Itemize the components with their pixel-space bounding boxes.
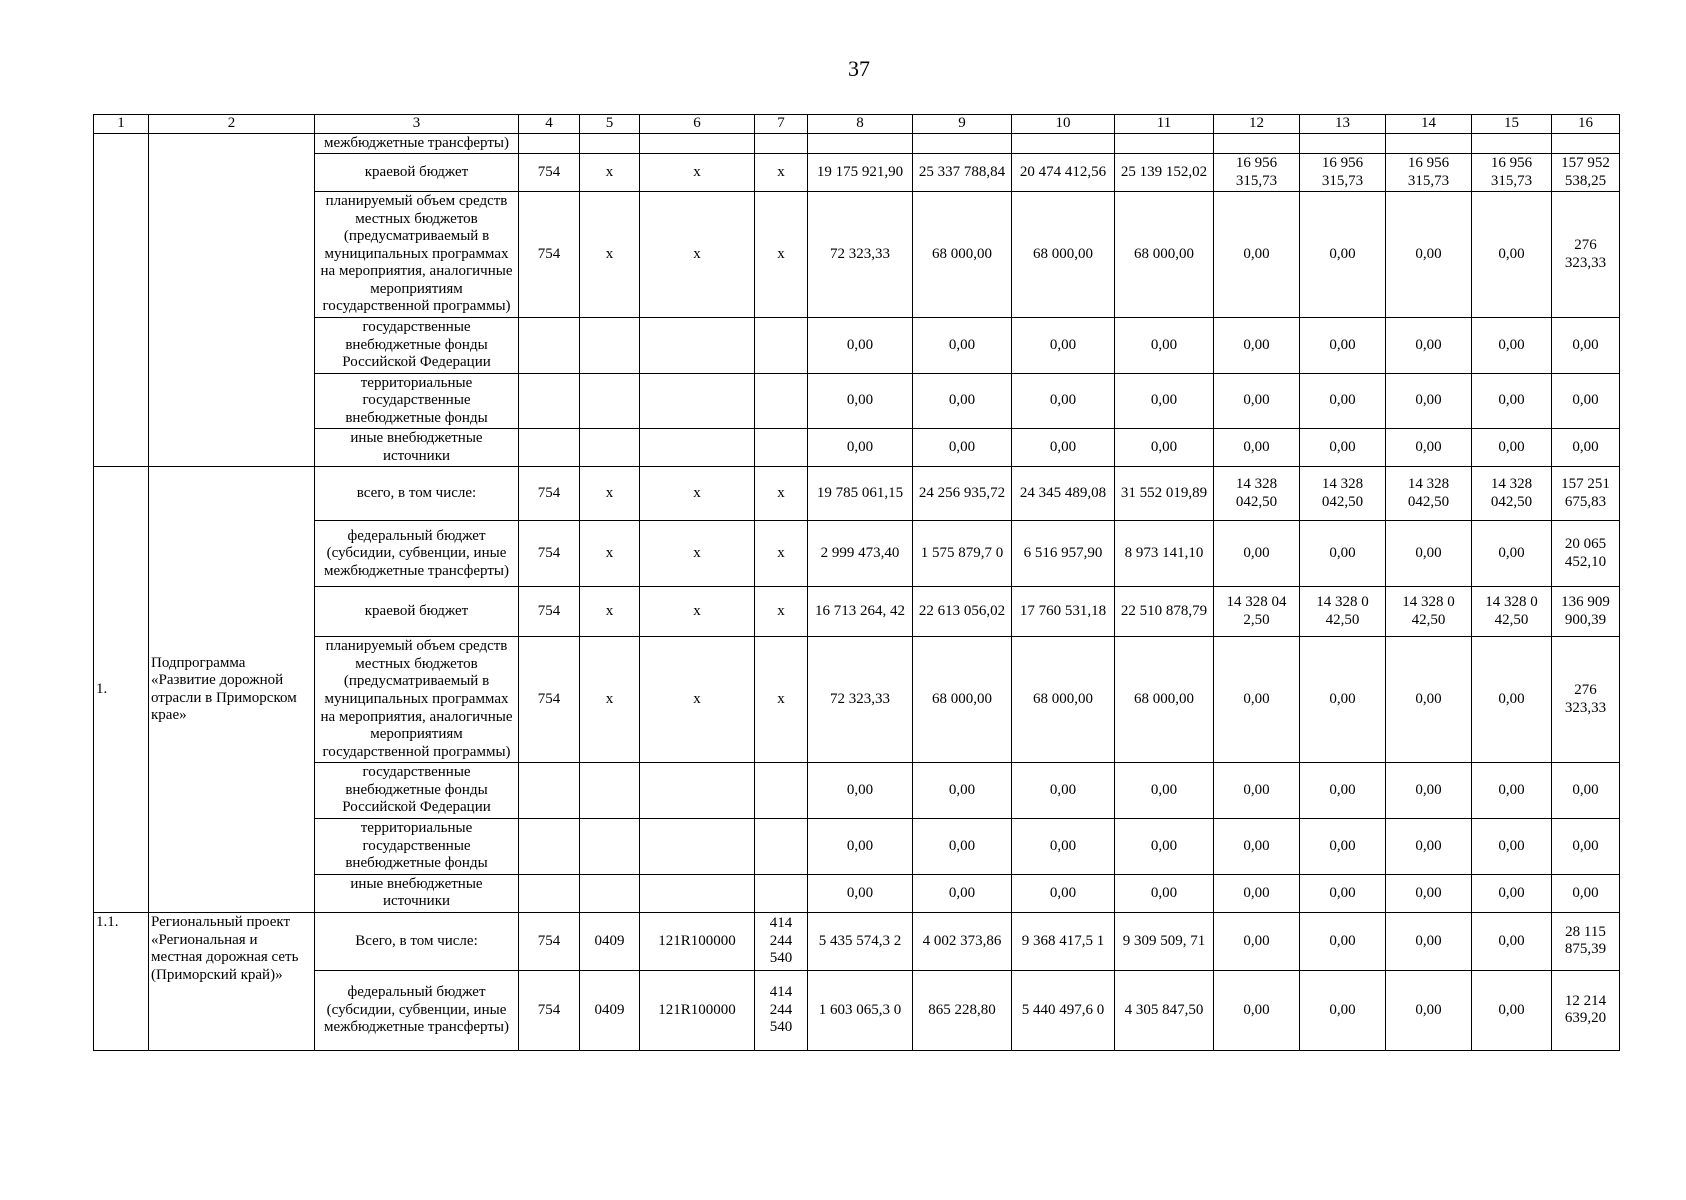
code-cell: x (580, 467, 640, 521)
value-cell: 0,00 (1472, 373, 1552, 429)
value-cell: 16 956 315,73 (1214, 154, 1300, 192)
code-cell: 754 (519, 192, 580, 318)
code-cell (640, 373, 755, 429)
code-cell: x (580, 154, 640, 192)
table-row (94, 192, 1620, 318)
row-label: государственные внебюджетные фонды Российской Федерации (315, 763, 519, 819)
row-label: всего, в том числе: (315, 467, 519, 521)
value-cell: 0,00 (1300, 429, 1386, 467)
table-row (94, 429, 1620, 467)
code-cell (640, 763, 755, 819)
value-cell: 0,00 (1386, 429, 1472, 467)
table-row (94, 763, 1620, 819)
value-cell: 14 328 042,50 (1300, 467, 1386, 521)
code-cell (519, 429, 580, 467)
value-cell: 0,00 (1386, 318, 1472, 374)
code-cell: x (580, 637, 640, 763)
value-cell: 8 973 141,10 (1115, 521, 1214, 587)
row-label: федеральный бюджет (субсидии, субвенции, иные межбюджетные трансферты) (315, 970, 519, 1050)
table-row (94, 637, 1620, 763)
value-cell: 0,00 (1472, 521, 1552, 587)
value-cell: 0,00 (1386, 970, 1472, 1050)
code-cell: 754 (519, 467, 580, 521)
value-cell (913, 133, 1012, 154)
value-cell: 0,00 (1472, 637, 1552, 763)
value-cell: 0,00 (1386, 912, 1472, 970)
value-cell: 136 909 900,39 (1552, 587, 1620, 637)
value-cell: 0,00 (1300, 373, 1386, 429)
value-cell: 0,00 (1300, 819, 1386, 875)
value-cell: 22 510 878,79 (1115, 587, 1214, 637)
value-cell: 0,00 (1214, 192, 1300, 318)
value-cell: 0,00 (913, 819, 1012, 875)
value-cell (1472, 133, 1552, 154)
value-cell: 68 000,00 (913, 637, 1012, 763)
code-cell: 121R100000 (640, 912, 755, 970)
value-cell: 9 309 509, 71 (1115, 912, 1214, 970)
value-cell: 25 337 788,84 (913, 154, 1012, 192)
value-cell: 20 065 452,10 (1552, 521, 1620, 587)
value-cell: 0,00 (1214, 373, 1300, 429)
code-cell (580, 373, 640, 429)
code-cell: x (755, 521, 808, 587)
value-cell: 0,00 (1012, 429, 1115, 467)
value-cell: 0,00 (1386, 637, 1472, 763)
value-cell: 68 000,00 (913, 192, 1012, 318)
value-cell: 1 603 065,3 0 (808, 970, 913, 1050)
column-header: 6 (640, 115, 755, 134)
code-cell: x (640, 587, 755, 637)
value-cell: 16 956 315,73 (1472, 154, 1552, 192)
table-row (94, 912, 1620, 970)
code-cell (755, 763, 808, 819)
value-cell: 68 000,00 (1012, 637, 1115, 763)
value-cell: 0,00 (913, 763, 1012, 819)
value-cell: 0,00 (1472, 970, 1552, 1050)
value-cell: 0,00 (1386, 373, 1472, 429)
value-cell: 6 516 957,90 (1012, 521, 1115, 587)
table-row (94, 521, 1620, 587)
code-cell: x (755, 637, 808, 763)
code-cell (640, 318, 755, 374)
value-cell: 14 328 042,50 (1472, 467, 1552, 521)
value-cell: 68 000,00 (1115, 637, 1214, 763)
code-cell (519, 874, 580, 912)
value-cell: 19 785 061,15 (808, 467, 913, 521)
group-number: 1. (94, 467, 149, 913)
code-cell (519, 318, 580, 374)
code-cell: x (755, 467, 808, 521)
code-cell (580, 819, 640, 875)
value-cell: 0,00 (1472, 318, 1552, 374)
value-cell: 0,00 (1300, 912, 1386, 970)
value-cell: 0,00 (1300, 637, 1386, 763)
code-cell (580, 874, 640, 912)
value-cell: 0,00 (1386, 521, 1472, 587)
code-cell (519, 819, 580, 875)
value-cell: 24 345 489,08 (1012, 467, 1115, 521)
value-cell: 1 575 879,7 0 (913, 521, 1012, 587)
value-cell: 24 256 935,72 (913, 467, 1012, 521)
value-cell: 0,00 (1214, 912, 1300, 970)
code-cell: x (755, 192, 808, 318)
value-cell: 17 760 531,18 (1012, 587, 1115, 637)
column-header: 14 (1386, 115, 1472, 134)
value-cell: 0,00 (1012, 373, 1115, 429)
column-header: 3 (315, 115, 519, 134)
value-cell: 0,00 (1012, 819, 1115, 875)
value-cell (1552, 133, 1620, 154)
group-number (94, 133, 149, 467)
code-cell (519, 373, 580, 429)
value-cell (1115, 133, 1214, 154)
column-header: 10 (1012, 115, 1115, 134)
value-cell: 12 214 639,20 (1552, 970, 1620, 1050)
value-cell: 0,00 (913, 373, 1012, 429)
value-cell: 68 000,00 (1012, 192, 1115, 318)
group-title (149, 133, 315, 467)
code-cell: x (640, 154, 755, 192)
value-cell: 0,00 (1214, 763, 1300, 819)
code-cell (755, 318, 808, 374)
value-cell: 0,00 (1472, 819, 1552, 875)
row-label: Всего, в том числе: (315, 912, 519, 970)
column-header: 11 (1115, 115, 1214, 134)
value-cell: 0,00 (913, 874, 1012, 912)
row-label: планируемый объем средств местных бюджетов (предусматриваемый в муниципальных программах на мероприятия, аналогичные мероприятиям государственной программы) (315, 637, 519, 763)
value-cell: 0,00 (1300, 318, 1386, 374)
value-cell: 0,00 (1012, 763, 1115, 819)
column-header: 2 (149, 115, 315, 134)
value-cell: 276 323,33 (1552, 192, 1620, 318)
code-cell: x (640, 467, 755, 521)
value-cell: 0,00 (1472, 429, 1552, 467)
table-row (94, 874, 1620, 912)
value-cell: 0,00 (1552, 429, 1620, 467)
value-cell: 16 956 315,73 (1300, 154, 1386, 192)
code-cell (755, 133, 808, 154)
value-cell: 14 328 0 42,50 (1472, 587, 1552, 637)
budget-table (93, 114, 1620, 1051)
code-cell: 414 244 540 (755, 912, 808, 970)
column-header: 13 (1300, 115, 1386, 134)
value-cell: 0,00 (808, 874, 913, 912)
value-cell: 0,00 (808, 373, 913, 429)
row-label: территориальные государственные внебюджетные фонды (315, 373, 519, 429)
value-cell: 0,00 (1472, 912, 1552, 970)
value-cell: 0,00 (1012, 874, 1115, 912)
code-cell: 754 (519, 637, 580, 763)
value-cell: 0,00 (1300, 874, 1386, 912)
column-header: 15 (1472, 115, 1552, 134)
column-header: 4 (519, 115, 580, 134)
code-cell: 0409 (580, 970, 640, 1050)
code-cell: x (640, 521, 755, 587)
group-title: Региональный проект «Региональная и местная дорожная сеть (Приморский край)» (149, 912, 315, 1050)
row-label: планируемый объем средств местных бюджетов (предусматриваемый в муниципальных программах на мероприятия, аналогичные мероприятиям государственной программы) (315, 192, 519, 318)
value-cell: 14 328 0 42,50 (1386, 587, 1472, 637)
value-cell (1300, 133, 1386, 154)
value-cell: 28 115 875,39 (1552, 912, 1620, 970)
value-cell: 0,00 (1214, 429, 1300, 467)
code-cell (640, 819, 755, 875)
value-cell: 14 328 0 42,50 (1300, 587, 1386, 637)
value-cell: 25 139 152,02 (1115, 154, 1214, 192)
value-cell: 9 368 417,5 1 (1012, 912, 1115, 970)
value-cell: 0,00 (1214, 521, 1300, 587)
value-cell: 22 613 056,02 (913, 587, 1012, 637)
table-row (94, 467, 1620, 521)
table-row (94, 318, 1620, 374)
table-row (94, 154, 1620, 192)
value-cell: 0,00 (808, 819, 913, 875)
value-cell: 68 000,00 (1115, 192, 1214, 318)
table-row (94, 819, 1620, 875)
code-cell: 121R100000 (640, 970, 755, 1050)
code-cell (519, 133, 580, 154)
value-cell: 14 328 042,50 (1386, 467, 1472, 521)
group-title: Подпрограмма «Развитие дорожной отрасли в Приморском крае» (149, 467, 315, 913)
code-cell: x (580, 587, 640, 637)
code-cell: 754 (519, 587, 580, 637)
code-cell (580, 763, 640, 819)
column-header: 16 (1552, 115, 1620, 134)
value-cell: 0,00 (1386, 763, 1472, 819)
row-label: краевой бюджет (315, 154, 519, 192)
value-cell: 0,00 (1552, 373, 1620, 429)
value-cell: 0,00 (1386, 192, 1472, 318)
row-label: межбюджетные трансферты) (315, 133, 519, 154)
page-number: 37 (848, 56, 870, 81)
header-row (94, 115, 1620, 134)
column-header: 7 (755, 115, 808, 134)
value-cell: 0,00 (1386, 874, 1472, 912)
table-row (94, 587, 1620, 637)
code-cell (640, 874, 755, 912)
value-cell: 19 175 921,90 (808, 154, 913, 192)
column-header: 8 (808, 115, 913, 134)
code-cell (755, 373, 808, 429)
code-cell (519, 763, 580, 819)
code-cell: 754 (519, 154, 580, 192)
value-cell: 0,00 (1552, 874, 1620, 912)
value-cell: 0,00 (1214, 874, 1300, 912)
row-label: государственные внебюджетные фонды Российской Федерации (315, 318, 519, 374)
code-cell: x (640, 637, 755, 763)
value-cell: 0,00 (1115, 318, 1214, 374)
code-cell: 414 244 540 (755, 970, 808, 1050)
value-cell: 0,00 (1300, 763, 1386, 819)
code-cell (580, 318, 640, 374)
value-cell: 0,00 (1115, 763, 1214, 819)
value-cell: 0,00 (913, 429, 1012, 467)
code-cell (640, 133, 755, 154)
table-row (94, 133, 1620, 154)
code-cell (755, 429, 808, 467)
value-cell: 0,00 (1552, 763, 1620, 819)
code-cell (755, 819, 808, 875)
row-label: краевой бюджет (315, 587, 519, 637)
value-cell: 16 956 315,73 (1386, 154, 1472, 192)
value-cell: 865 228,80 (913, 970, 1012, 1050)
code-cell: 754 (519, 521, 580, 587)
value-cell: 14 328 042,50 (1214, 467, 1300, 521)
code-cell: 754 (519, 912, 580, 970)
value-cell: 0,00 (1214, 970, 1300, 1050)
row-label: федеральный бюджет (субсидии, субвенции, иные межбюджетные трансферты) (315, 521, 519, 587)
value-cell: 157 952 538,25 (1552, 154, 1620, 192)
value-cell: 0,00 (1115, 429, 1214, 467)
row-label: территориальные государственные внебюджетные фонды (315, 819, 519, 875)
value-cell: 2 999 473,40 (808, 521, 913, 587)
column-header: 5 (580, 115, 640, 134)
code-cell (580, 429, 640, 467)
value-cell: 0,00 (1472, 763, 1552, 819)
code-cell: 754 (519, 970, 580, 1050)
value-cell: 0,00 (1552, 819, 1620, 875)
value-cell: 0,00 (1300, 970, 1386, 1050)
value-cell: 0,00 (1115, 819, 1214, 875)
value-cell: 20 474 412,56 (1012, 154, 1115, 192)
code-cell (580, 133, 640, 154)
table-row (94, 373, 1620, 429)
value-cell (1214, 133, 1300, 154)
value-cell: 5 435 574,3 2 (808, 912, 913, 970)
value-cell: 72 323,33 (808, 192, 913, 318)
code-cell: x (640, 192, 755, 318)
value-cell (808, 133, 913, 154)
value-cell: 0,00 (1300, 521, 1386, 587)
value-cell: 16 713 264, 42 (808, 587, 913, 637)
value-cell: 0,00 (808, 429, 913, 467)
value-cell: 157 251 675,83 (1552, 467, 1620, 521)
value-cell: 0,00 (808, 763, 913, 819)
value-cell: 5 440 497,6 0 (1012, 970, 1115, 1050)
value-cell: 31 552 019,89 (1115, 467, 1214, 521)
row-label: иные внебюджетные источники (315, 429, 519, 467)
value-cell: 0,00 (1552, 318, 1620, 374)
column-header: 12 (1214, 115, 1300, 134)
row-label: иные внебюджетные источники (315, 874, 519, 912)
code-cell: x (755, 154, 808, 192)
value-cell: 0,00 (1214, 318, 1300, 374)
value-cell: 0,00 (1214, 637, 1300, 763)
value-cell: 14 328 04 2,50 (1214, 587, 1300, 637)
value-cell: 276 323,33 (1552, 637, 1620, 763)
value-cell: 0,00 (1115, 874, 1214, 912)
value-cell (1012, 133, 1115, 154)
code-cell: 0409 (580, 912, 640, 970)
value-cell: 4 002 373,86 (913, 912, 1012, 970)
column-header: 1 (94, 115, 149, 134)
table-row (94, 970, 1620, 1050)
value-cell: 0,00 (913, 318, 1012, 374)
code-cell (640, 429, 755, 467)
value-cell: 0,00 (1214, 819, 1300, 875)
value-cell: 0,00 (1300, 192, 1386, 318)
column-header: 9 (913, 115, 1012, 134)
value-cell: 0,00 (1012, 318, 1115, 374)
value-cell: 0,00 (1472, 874, 1552, 912)
value-cell (1386, 133, 1472, 154)
group-number: 1.1. (94, 912, 149, 1050)
value-cell: 0,00 (808, 318, 913, 374)
value-cell: 0,00 (1115, 373, 1214, 429)
value-cell: 4 305 847,50 (1115, 970, 1214, 1050)
value-cell: 0,00 (1472, 192, 1552, 318)
value-cell: 0,00 (1386, 819, 1472, 875)
code-cell: x (580, 521, 640, 587)
code-cell (755, 874, 808, 912)
code-cell: x (755, 587, 808, 637)
value-cell: 72 323,33 (808, 637, 913, 763)
code-cell: x (580, 192, 640, 318)
